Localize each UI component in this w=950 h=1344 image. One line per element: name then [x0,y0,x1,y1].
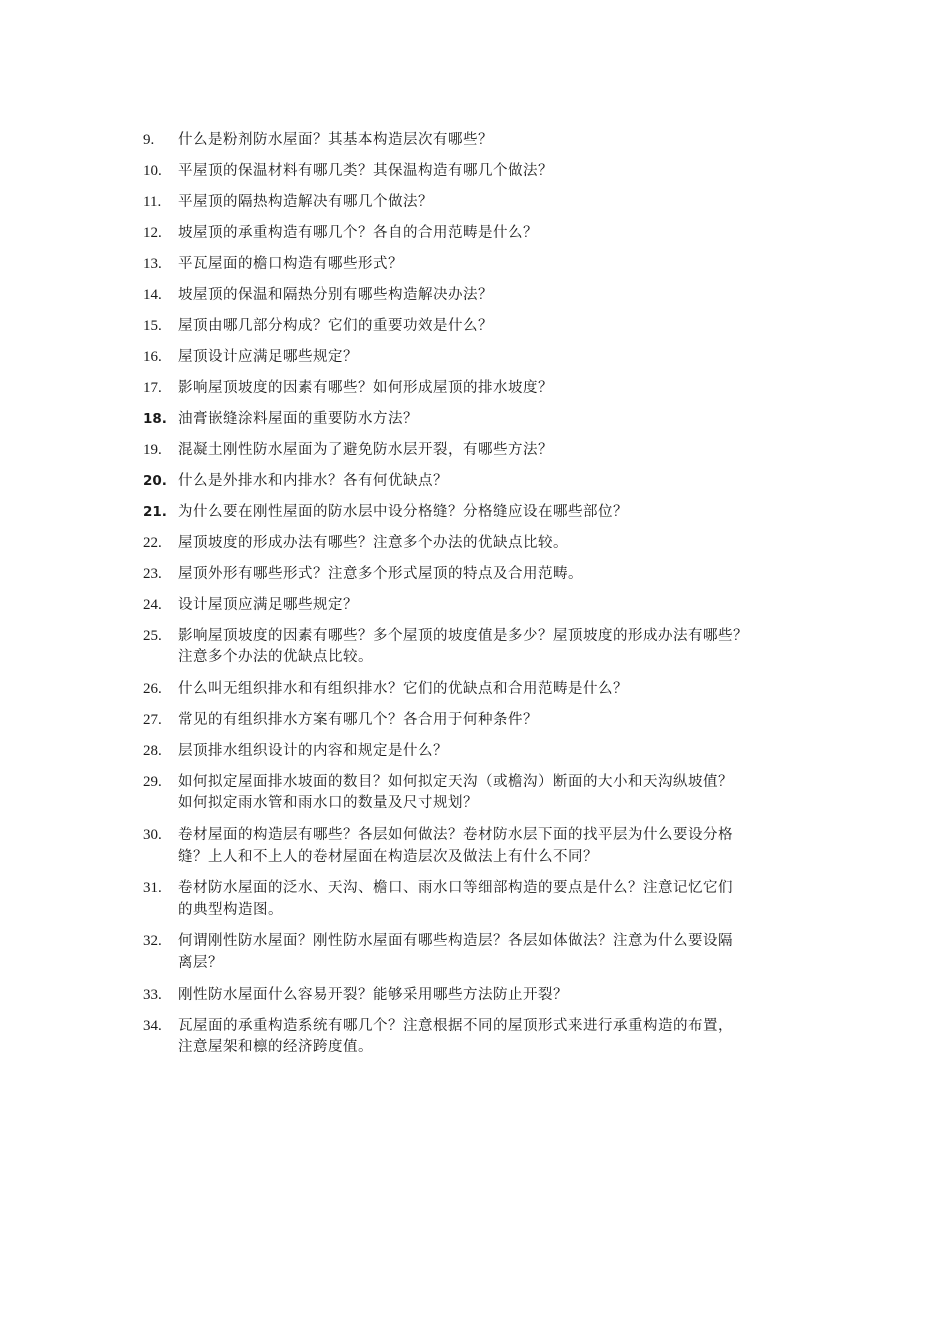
question-text-line: 何谓刚性防水屋面？刚性防水屋面有哪些构造层？各层如体做法？注意为什么要设隔 [178,933,733,950]
question-item [143,223,823,245]
question-number: 26. [143,680,162,697]
question-number: 19. [143,441,162,458]
question-number: 16. [143,348,162,365]
question-text [178,931,823,974]
question-text [178,679,823,701]
question-text [178,595,823,617]
question-text-line: 设计屋顶应满足哪些规定？ [178,596,358,613]
question-item [143,347,823,369]
question-item [143,409,823,431]
question-number: 13. [143,255,162,272]
question-item [143,679,823,701]
question-number: 30. [143,827,162,844]
question-item [143,985,823,1007]
question-item [143,316,823,338]
question-text [178,347,823,369]
question-text-line: 屋顶设计应满足哪些规定？ [178,348,358,365]
question-text [178,878,823,921]
question-text-line: 平瓦屋面的檐口构造有哪些形式？ [178,255,403,272]
question-number: 32. [143,933,162,950]
question-text-line: 屋顶外形有哪些形式？注意多个形式屋顶的特点及合用范畴。 [178,565,583,582]
question-text-line: 如何拟定屋面排水坡面的数目？如何拟定天沟（或檐沟）断面的大小和天沟纵坡值？ [178,773,733,790]
question-item [143,741,823,763]
question-number: 23. [143,565,162,582]
question-item [143,161,823,183]
question-text-line: 离层？ [178,955,223,972]
question-text [178,254,823,276]
question-text [178,825,823,868]
question-text [178,316,823,338]
question-text-line: 混凝土刚性防水屋面为了避免防水层开裂，有哪些方法？ [178,441,553,458]
question-text [178,741,823,763]
question-text-line: 坡屋顶的承重构造有哪几个？各自的合用范畴是什么？ [178,224,538,241]
question-text [178,130,823,152]
question-text-line: 什么是粉剂防水屋面？其基本构造层次有哪些？ [178,132,493,148]
question-text-line: 常见的有组织排水方案有哪几个？各合用于何种条件？ [178,711,538,728]
question-text-line: 层顶排水组织设计的内容和规定是什么？ [178,742,448,759]
question-list [143,130,823,1069]
question-text [178,1016,823,1059]
question-text-line: 平屋顶的保温材料有哪几类？其保温构造有哪几个做法？ [178,162,553,179]
question-number: 34. [143,1017,162,1034]
question-text [178,409,823,431]
question-item [143,285,823,307]
question-text-line: 坡屋顶的保温和隔热分别有哪些构造解决办法？ [178,286,493,303]
question-number: 25. [143,627,162,644]
question-number: 10. [143,162,162,179]
question-text-line: 如何拟定雨水管和雨水口的数量及尺寸规划？ [178,795,478,812]
question-text-line: 卷材屋面的构造层有哪些？各层如何做法？卷材防水层下面的找平层为什么要设分格 [178,827,733,844]
question-text-line: 影响屋顶坡度的因素有哪些？多个屋顶的坡度值是多少？屋顶坡度的形成办法有哪些？ [178,627,748,644]
question-text [178,502,823,524]
question-number: 17. [143,379,162,396]
question-number: 22. [143,534,162,551]
question-number: 14. [143,286,162,303]
question-item [143,772,823,815]
question-text [178,471,823,493]
question-number: 27. [143,711,162,728]
question-text [178,772,823,815]
question-number: 11. [143,193,162,210]
question-item [143,595,823,617]
question-item [143,564,823,586]
question-text-line: 什么是外排水和内排水？各有何优缺点？ [178,472,448,489]
question-item [143,440,823,462]
question-text [178,192,823,214]
question-text-line: 的典型构造图。 [178,901,283,918]
question-number: 15. [143,317,162,334]
question-text-line: 影响屋顶坡度的因素有哪些？如何形成屋顶的排水坡度？ [178,379,553,396]
question-item [143,254,823,276]
question-number: 33. [143,986,162,1003]
question-text-line: 屋顶由哪几部分构成？它们的重要功效是什么？ [178,317,493,334]
question-number: 31. [143,880,162,897]
question-text-line: 卷材防水屋面的泛水、天沟、檐口、雨水口等细部构造的要点是什么？注意记忆它们 [178,880,733,897]
question-text [178,626,823,669]
question-item [143,1016,823,1059]
question-number: 9. [143,132,155,148]
question-text [178,285,823,307]
question-item [143,502,823,524]
question-text-line: 缝？上人和不上人的卷材屋面在构造层次及做法上有什么不同？ [178,848,598,865]
question-number: 21. [143,503,167,520]
question-text-line: 注意多个办法的优缺点比较。 [178,649,373,666]
question-text [178,223,823,245]
question-number: 24. [143,596,162,613]
question-number: 20. [143,472,167,489]
question-number: 18. [143,410,167,427]
question-text [178,710,823,732]
question-item [143,130,823,152]
question-item [143,710,823,732]
question-text-line: 为什么要在刚性屋面的防水层中设分格缝？分格缝应设在哪些部位？ [178,503,628,520]
question-item [143,931,823,974]
question-text [178,985,823,1007]
question-number: 28. [143,742,162,759]
question-text-line: 瓦屋面的承重构造系统有哪几个？注意根据不同的屋顶形式来进行承重构造的布置， [178,1017,733,1034]
question-text [178,564,823,586]
question-item [143,471,823,493]
question-item [143,626,823,669]
question-item [143,878,823,921]
question-text [178,378,823,400]
question-item [143,378,823,400]
question-item [143,192,823,214]
question-text-line: 屋顶坡度的形成办法有哪些？注意多个办法的优缺点比较。 [178,534,568,551]
question-text [178,161,823,183]
question-item [143,533,823,555]
question-text-line: 刚性防水屋面什么容易开裂？能够采用哪些方法防止开裂？ [178,986,568,1003]
question-item [143,825,823,868]
question-text-line: 什么叫无组织排水和有组织排水？它们的优缺点和合用范畴是什么？ [178,680,628,697]
question-number: 12. [143,224,162,241]
question-text-line: 注意屋架和檩的经济跨度值。 [178,1039,373,1056]
question-text [178,440,823,462]
question-text [178,533,823,555]
question-text-line: 油膏嵌缝涂料屋面的重要防水方法？ [178,410,418,427]
question-text-line: 平屋顶的隔热构造解决有哪几个做法？ [178,193,433,210]
question-number: 29. [143,773,162,790]
